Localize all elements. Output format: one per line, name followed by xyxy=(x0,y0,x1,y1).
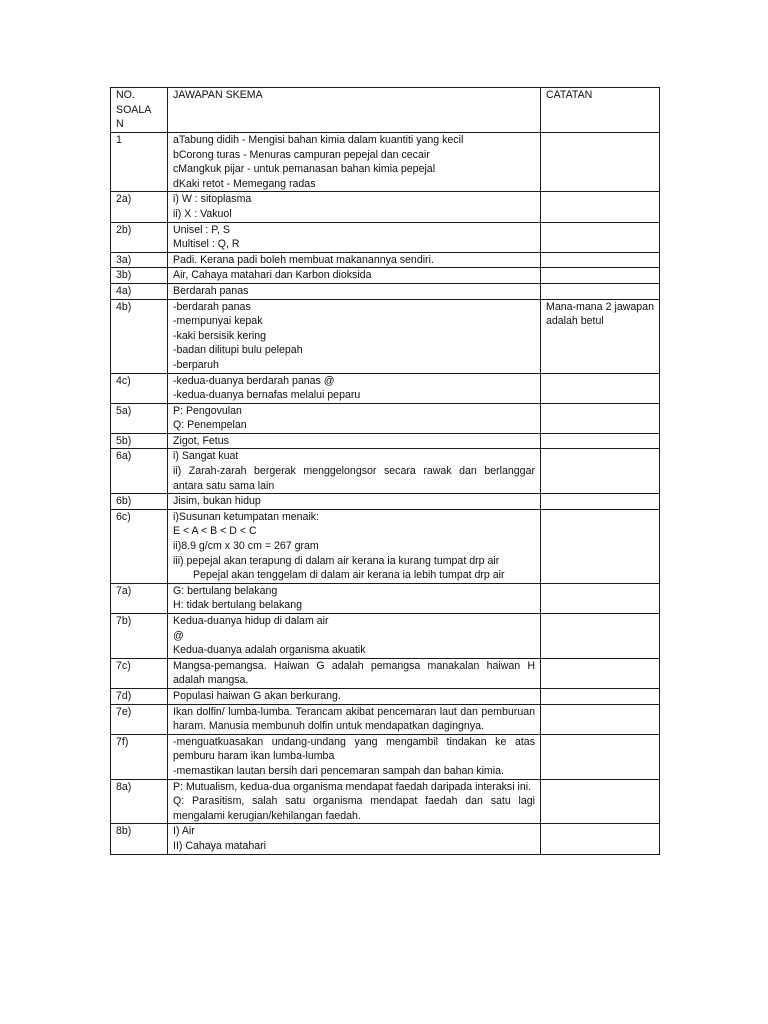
table-row xyxy=(111,192,660,222)
question-no: 7b) xyxy=(111,614,168,659)
table-row xyxy=(111,688,660,704)
answer-line: -kedua-duanya bernafas melalui peparu xyxy=(173,389,361,402)
answer-line: Q: Parasitism, salah satu organisma mendapat faedah dan satu lagi mengalami kerugian/kehilangan faedah. xyxy=(173,795,535,822)
note-cell xyxy=(541,192,660,222)
question-no: 6a) xyxy=(111,449,168,494)
table-row xyxy=(111,734,660,779)
table-row xyxy=(111,433,660,449)
table-row xyxy=(111,658,660,688)
answer-line: G: bertulang belakang xyxy=(173,584,278,597)
answer-line: i) W : sitoplasma xyxy=(173,193,252,206)
answer-line: -kaki bersisik kering xyxy=(173,329,267,342)
answer-cell xyxy=(168,283,541,299)
table-row xyxy=(111,494,660,510)
question-no: 1 xyxy=(111,133,168,192)
answer-scheme-table xyxy=(110,87,660,855)
answer-line: -memastikan lautan bersih dari pencemaran sampah dan bahan kimia. xyxy=(173,764,504,777)
header-notes xyxy=(541,88,660,133)
question-no: 8a) xyxy=(111,779,168,824)
answer-cell xyxy=(168,824,541,854)
answer-line: aTabung didih - Mengisi bahan kimia dalam kuantiti yang kecil xyxy=(173,134,464,146)
note-cell xyxy=(541,133,660,192)
header-answer-label: JAWAPAN SKEMA xyxy=(173,89,263,101)
note-cell xyxy=(541,494,660,510)
answer-line: Air, Cahaya matahari dan Karbon dioksida xyxy=(173,269,372,282)
answer-line: Unisel : P, S xyxy=(173,223,230,236)
answer-line: Padi. Kerana padi boleh membuat makanannya sendiri. xyxy=(173,253,434,266)
answer-line: -kedua-duanya berdarah panas @ xyxy=(173,374,335,387)
answer-cell xyxy=(168,658,541,688)
note-cell xyxy=(541,824,660,854)
header-note-label: CATATAN xyxy=(546,89,593,101)
header-answer-scheme xyxy=(168,88,541,133)
answer-cell xyxy=(168,688,541,704)
header-no-line: SOALA xyxy=(116,103,152,116)
question-no: 2b) xyxy=(111,222,168,252)
answer-line: II) Cahaya matahari xyxy=(173,839,267,852)
question-no: 5a) xyxy=(111,403,168,433)
question-no: 7f) xyxy=(111,734,168,779)
question-no: 7c) xyxy=(111,658,168,688)
answer-line: Multisel : Q, R xyxy=(173,238,240,251)
note-cell xyxy=(541,688,660,704)
answer-cell xyxy=(168,222,541,252)
answer-line: I) Air xyxy=(173,825,195,838)
answer-line: -berdarah panas xyxy=(173,300,251,313)
answer-line: @ xyxy=(173,629,184,642)
answer-line: iii) pepejal akan terapung di dalam air kerana ia kurang tumpat drp air xyxy=(173,554,500,567)
note-cell xyxy=(541,268,660,284)
answer-line: dKaki retot - Memegang radas xyxy=(173,177,316,190)
answer-cell xyxy=(168,268,541,284)
answer-cell xyxy=(168,133,541,192)
question-no: 6c) xyxy=(111,509,168,583)
answer-cell xyxy=(168,509,541,583)
answer-cell xyxy=(168,449,541,494)
answer-line: Zigot, Fetus xyxy=(173,434,229,447)
table-row xyxy=(111,252,660,268)
note-cell xyxy=(541,734,660,779)
answer-cell xyxy=(168,252,541,268)
note-cell xyxy=(541,509,660,583)
question-no: 6b) xyxy=(111,494,168,510)
note-cell xyxy=(541,779,660,824)
question-no: 3a) xyxy=(111,252,168,268)
answer-line: -mempunyai kepak xyxy=(173,315,263,328)
answer-line: P: Pengovulan xyxy=(173,404,242,417)
table-row xyxy=(111,133,660,192)
table-row xyxy=(111,583,660,613)
note-cell xyxy=(541,222,660,252)
table-row xyxy=(111,614,660,659)
answer-cell xyxy=(168,494,541,510)
question-no: 7d) xyxy=(111,688,168,704)
question-no: 4b) xyxy=(111,299,168,373)
answer-line: ii)8.9 g/cm x 30 cm = 267 gram xyxy=(173,540,319,553)
answer-line: Kedua-duanya hidup di dalam air xyxy=(173,615,329,627)
question-no: 4c) xyxy=(111,373,168,403)
note-cell xyxy=(541,614,660,659)
answer-line: ii) Zarah-zarah bergerak menggelongsor secara rawak dan berlanggar antara satu sama lain xyxy=(173,465,535,492)
answer-cell xyxy=(168,373,541,403)
answer-cell xyxy=(168,403,541,433)
answer-cell xyxy=(168,779,541,824)
answer-line: ii) X : Vakuol xyxy=(173,207,232,220)
answer-line: i) Sangat kuat xyxy=(173,450,239,463)
answer-line: Berdarah panas xyxy=(173,284,249,297)
answer-line: Jisim, bukan hidup xyxy=(173,495,261,508)
answer-line: -menguatkuasakan undang-undang yang mengambil tindakan ke atas pemburu haram ikan lumba-lumba xyxy=(173,735,535,763)
answer-line: Kedua-duanya adalah organisma akuatik xyxy=(173,644,366,657)
table-row xyxy=(111,704,660,734)
answer-line: P: Mutualism, kedua-dua organisma mendapat faedah daripada interaksi ini. xyxy=(173,780,532,793)
answer-line: E < A < B < D < C xyxy=(173,525,257,538)
answer-line: H: tidak bertulang belakang xyxy=(173,599,302,612)
answer-line: Mangsa-pemangsa. Haiwan G adalah pemangsa manakalan haiwan H adalah mangsa. xyxy=(173,659,535,687)
note-cell xyxy=(541,449,660,494)
note-cell xyxy=(541,283,660,299)
answer-line: Pepejal akan tenggelam di dalam air kerana ia lebih tumpat drp air xyxy=(193,569,505,582)
header-no-line: NO. xyxy=(116,89,135,101)
table-row xyxy=(111,403,660,433)
question-no: 3b) xyxy=(111,268,168,284)
question-no: 4a) xyxy=(111,283,168,299)
question-no: 2a) xyxy=(111,192,168,222)
answer-line: -berparuh xyxy=(173,358,219,371)
note-cell xyxy=(541,658,660,688)
question-no: 8b) xyxy=(111,824,168,854)
question-no: 7a) xyxy=(111,583,168,613)
table-row xyxy=(111,268,660,284)
answer-line: Ikan dolfin/ lumba-lumba. Terancam akibat pencemaran laut dan pemburuan haram. Manusia membunuh dolfin untuk mendapatkan dagingnya. xyxy=(173,705,535,733)
question-no: 5b) xyxy=(111,433,168,449)
note-cell xyxy=(541,299,660,373)
answer-line: cMangkuk pijar - untuk pemanasan bahan kimia pepejal xyxy=(173,163,436,176)
table-row xyxy=(111,824,660,854)
header-no-line: N xyxy=(116,118,124,131)
answer-cell xyxy=(168,614,541,659)
table-row xyxy=(111,222,660,252)
note-cell xyxy=(541,704,660,734)
answer-cell xyxy=(168,704,541,734)
note-cell xyxy=(541,373,660,403)
answer-cell xyxy=(168,299,541,373)
note-cell xyxy=(541,252,660,268)
table-row xyxy=(111,283,660,299)
question-no: 7e) xyxy=(111,704,168,734)
table-row xyxy=(111,373,660,403)
table-row xyxy=(111,449,660,494)
note-text: Mana-mana 2 jawapan adalah betul xyxy=(546,300,654,328)
table-row xyxy=(111,299,660,373)
answer-line: i)Susunan ketumpatan menaik: xyxy=(173,510,320,523)
note-cell xyxy=(541,433,660,449)
table-row xyxy=(111,779,660,824)
answer-line: Populasi haiwan G akan berkurang. xyxy=(173,689,341,702)
table-header-row xyxy=(111,88,660,133)
answer-cell xyxy=(168,583,541,613)
table-row xyxy=(111,509,660,583)
answer-line: -badan dilitupi bulu pelepah xyxy=(173,344,303,357)
answer-cell xyxy=(168,734,541,779)
note-cell xyxy=(541,403,660,433)
answer-cell xyxy=(168,433,541,449)
answer-line: Q: Penempelan xyxy=(173,419,247,432)
note-cell xyxy=(541,583,660,613)
answer-cell xyxy=(168,192,541,222)
header-question-no xyxy=(111,88,168,133)
answer-line: bCorong turas - Menuras campuran pepejal dan cecair xyxy=(173,148,430,161)
